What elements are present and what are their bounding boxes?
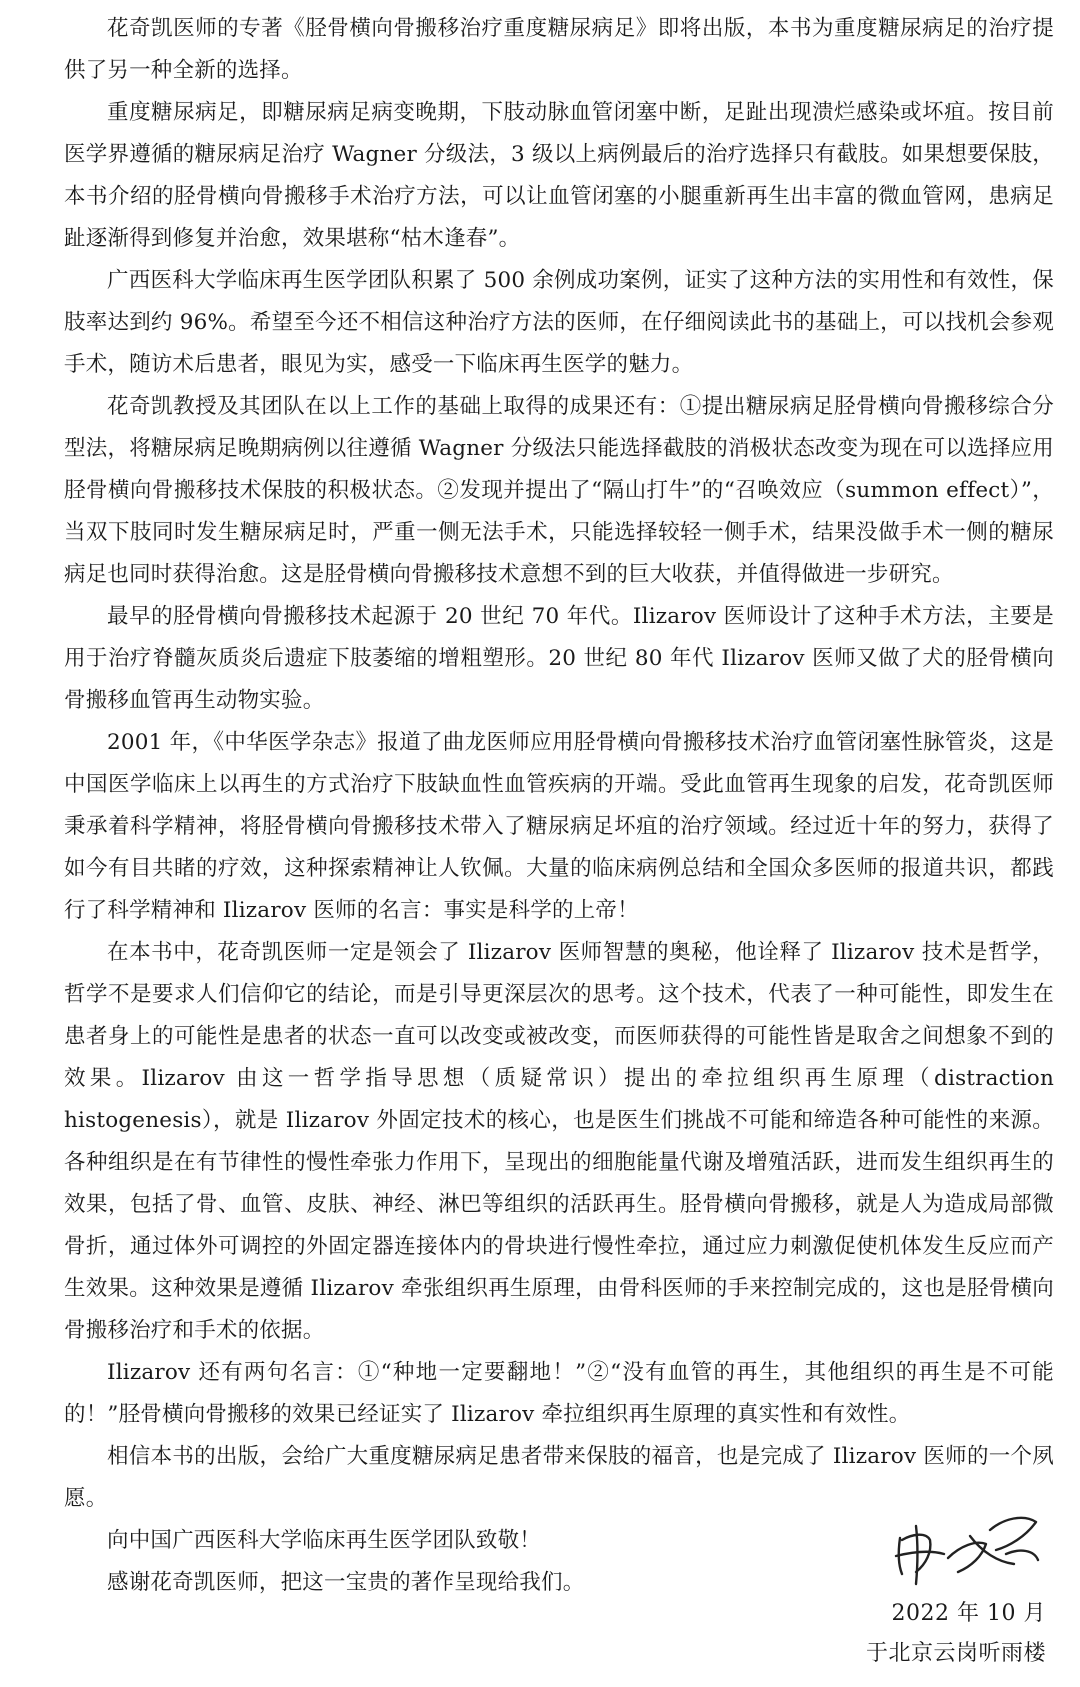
preface-body <box>64 8 1054 1604</box>
paragraph-6: 2001 年，《中华医学杂志》报道了曲龙医师应用胫骨横向骨搬移技术治疗血管闭塞性脉管炎，这是中国医学临床上以再生的方式治疗下肢缺血性血管疾病的开端。受此血管再生现象的启发，花奇凯医师秉承着科学精神，将胫骨横向骨搬移技术带入了糖尿病足坏疽的治疗领域。经过近十年的努力，获得了如今有目共睹的疗效，这种探索精神让人钦佩。大量的临床病例总结和全国众多医师的报道共识，都践行了科学精神和 Ilizarov 医师的名言：事实是科学的上帝！ <box>64 730 1054 923</box>
paragraph-5: 最早的胫骨横向骨搬移技术起源于 20 世纪 70 年代。Ilizarov 医师设计了这种手术方法，主要是用于治疗脊髓灰质炎后遗症下肢萎缩的增粗塑形。20 世纪 80 年代 Ilizarov 医师又做了犬的胫骨横向骨搬移血管再生动物实验。 <box>64 604 1054 713</box>
paragraph-3: 广西医科大学临床再生医学团队积累了 500 余例成功案例，证实了这种方法的实用性和有效性，保肢率达到约 96%。希望至今还不相信这种治疗方法的医师，在仔细阅读此书的基础上，可以找机会参观手术，随访术后患者，眼见为实，感受一下临床再生医学的魅力。 <box>64 268 1054 377</box>
paragraph-8: Ilizarov 还有两句名言：①“种地一定要翻地！”②“没有血管的再生，其他组织的再生是不可能的！”胫骨横向骨搬移的效果已经证实了 Ilizarov 牵拉组织再生原理的真实性和有效性。 <box>64 1360 1054 1427</box>
signature-date: 2022 年 10 月 <box>891 1601 1046 1626</box>
paragraph-9: 相信本书的出版，会给广大重度糖尿病足患者带来保肢的福音，也是完成了 Ilizarov 医师的一个夙愿。 <box>64 1444 1054 1511</box>
paragraph-2: 重度糖尿病足，即糖尿病足病变晚期，下肢动脉血管闭塞中断，足趾出现溃烂感染或坏疽。按目前医学界遵循的糖尿病足治疗 Wagner 分级法，3 级以上病例最后的治疗选择只有截肢。如果想要保肢，本书介绍的胫骨横向骨搬移手术治疗方法，可以让血管闭塞的小腿重新再生出丰富的微血管网，患病足趾逐渐得到修复并治愈，效果堪称“枯木逢春”。 <box>64 100 1054 251</box>
paragraph-4: 花奇凯教授及其团队在以上工作的基础上取得的成果还有：①提出糖尿病足胫骨横向骨搬移综合分型法，将糖尿病足晚期病例以往遵循 Wagner 分级法只能选择截肢的消极状态改变为现在可以选择应用胫骨横向骨搬移技术保肢的积极状态。②发现并提出了“隔山打牛”的“召唤效应（summon effect）”，当双下肢同时发生糖尿病足时，严重一侧无法手术，只能选择较轻一侧手术，结果没做手术一侧的糖尿病足也同时获得治愈。这是胫骨横向骨搬移技术意想不到的巨大收获，并值得做进一步研究。 <box>64 394 1054 587</box>
handwritten-signature <box>886 1500 1046 1590</box>
signature-block <box>826 1500 1046 1674</box>
paragraph-11: 感谢花奇凯医师，把这一宝贵的著作呈现给我们。 <box>107 1570 585 1595</box>
paragraph-10: 向中国广西医科大学临床再生医学团队致敬！ <box>107 1528 542 1553</box>
paragraph-1: 花奇凯医师的专著《胫骨横向骨搬移治疗重度糖尿病足》即将出版，本书为重度糖尿病足的治疗提供了另一种全新的选择。 <box>64 16 1054 83</box>
signature-place: 于北京云岗听雨楼 <box>865 1641 1046 1666</box>
paragraph-7: 在本书中，花奇凯医师一定是领会了 Ilizarov 医师智慧的奥秘，他诠释了 Ilizarov 技术是哲学，哲学不是要求人们信仰它的结论，而是引导更深层次的思考。这个技术，代表了一种可能性，即发生在患者身上的可能性是患者的状态一直可以改变或被改变，而医师获得的可能性皆是取舍之间想象不到的效果。Ilizarov 由这一哲学指导思想（质疑常识）提出的牵拉组织再生原理（distraction histogenesis），就是 Ilizarov 外固定技术的核心，也是医生们挑战不可能和缔造各种可能性的来源。各种组织是在有节律性的慢性牵张力作用下，呈现出的细胞能量代谢及增殖活跃，进而发生组织再生的效果，包括了骨、血管、皮肤、神经、淋巴等组织的活跃再生。胫骨横向骨搬移，就是人为造成局部微骨折，通过体外可调控的外固定器连接体内的骨块进行慢性牵拉，通过应力刺激促使机体发生反应而产生效果。这种效果是遵循 Ilizarov 牵张组织再生原理，由骨科医师的手来控制完成的，这也是胫骨横向骨搬移治疗和手术的依据。 <box>64 940 1054 1343</box>
